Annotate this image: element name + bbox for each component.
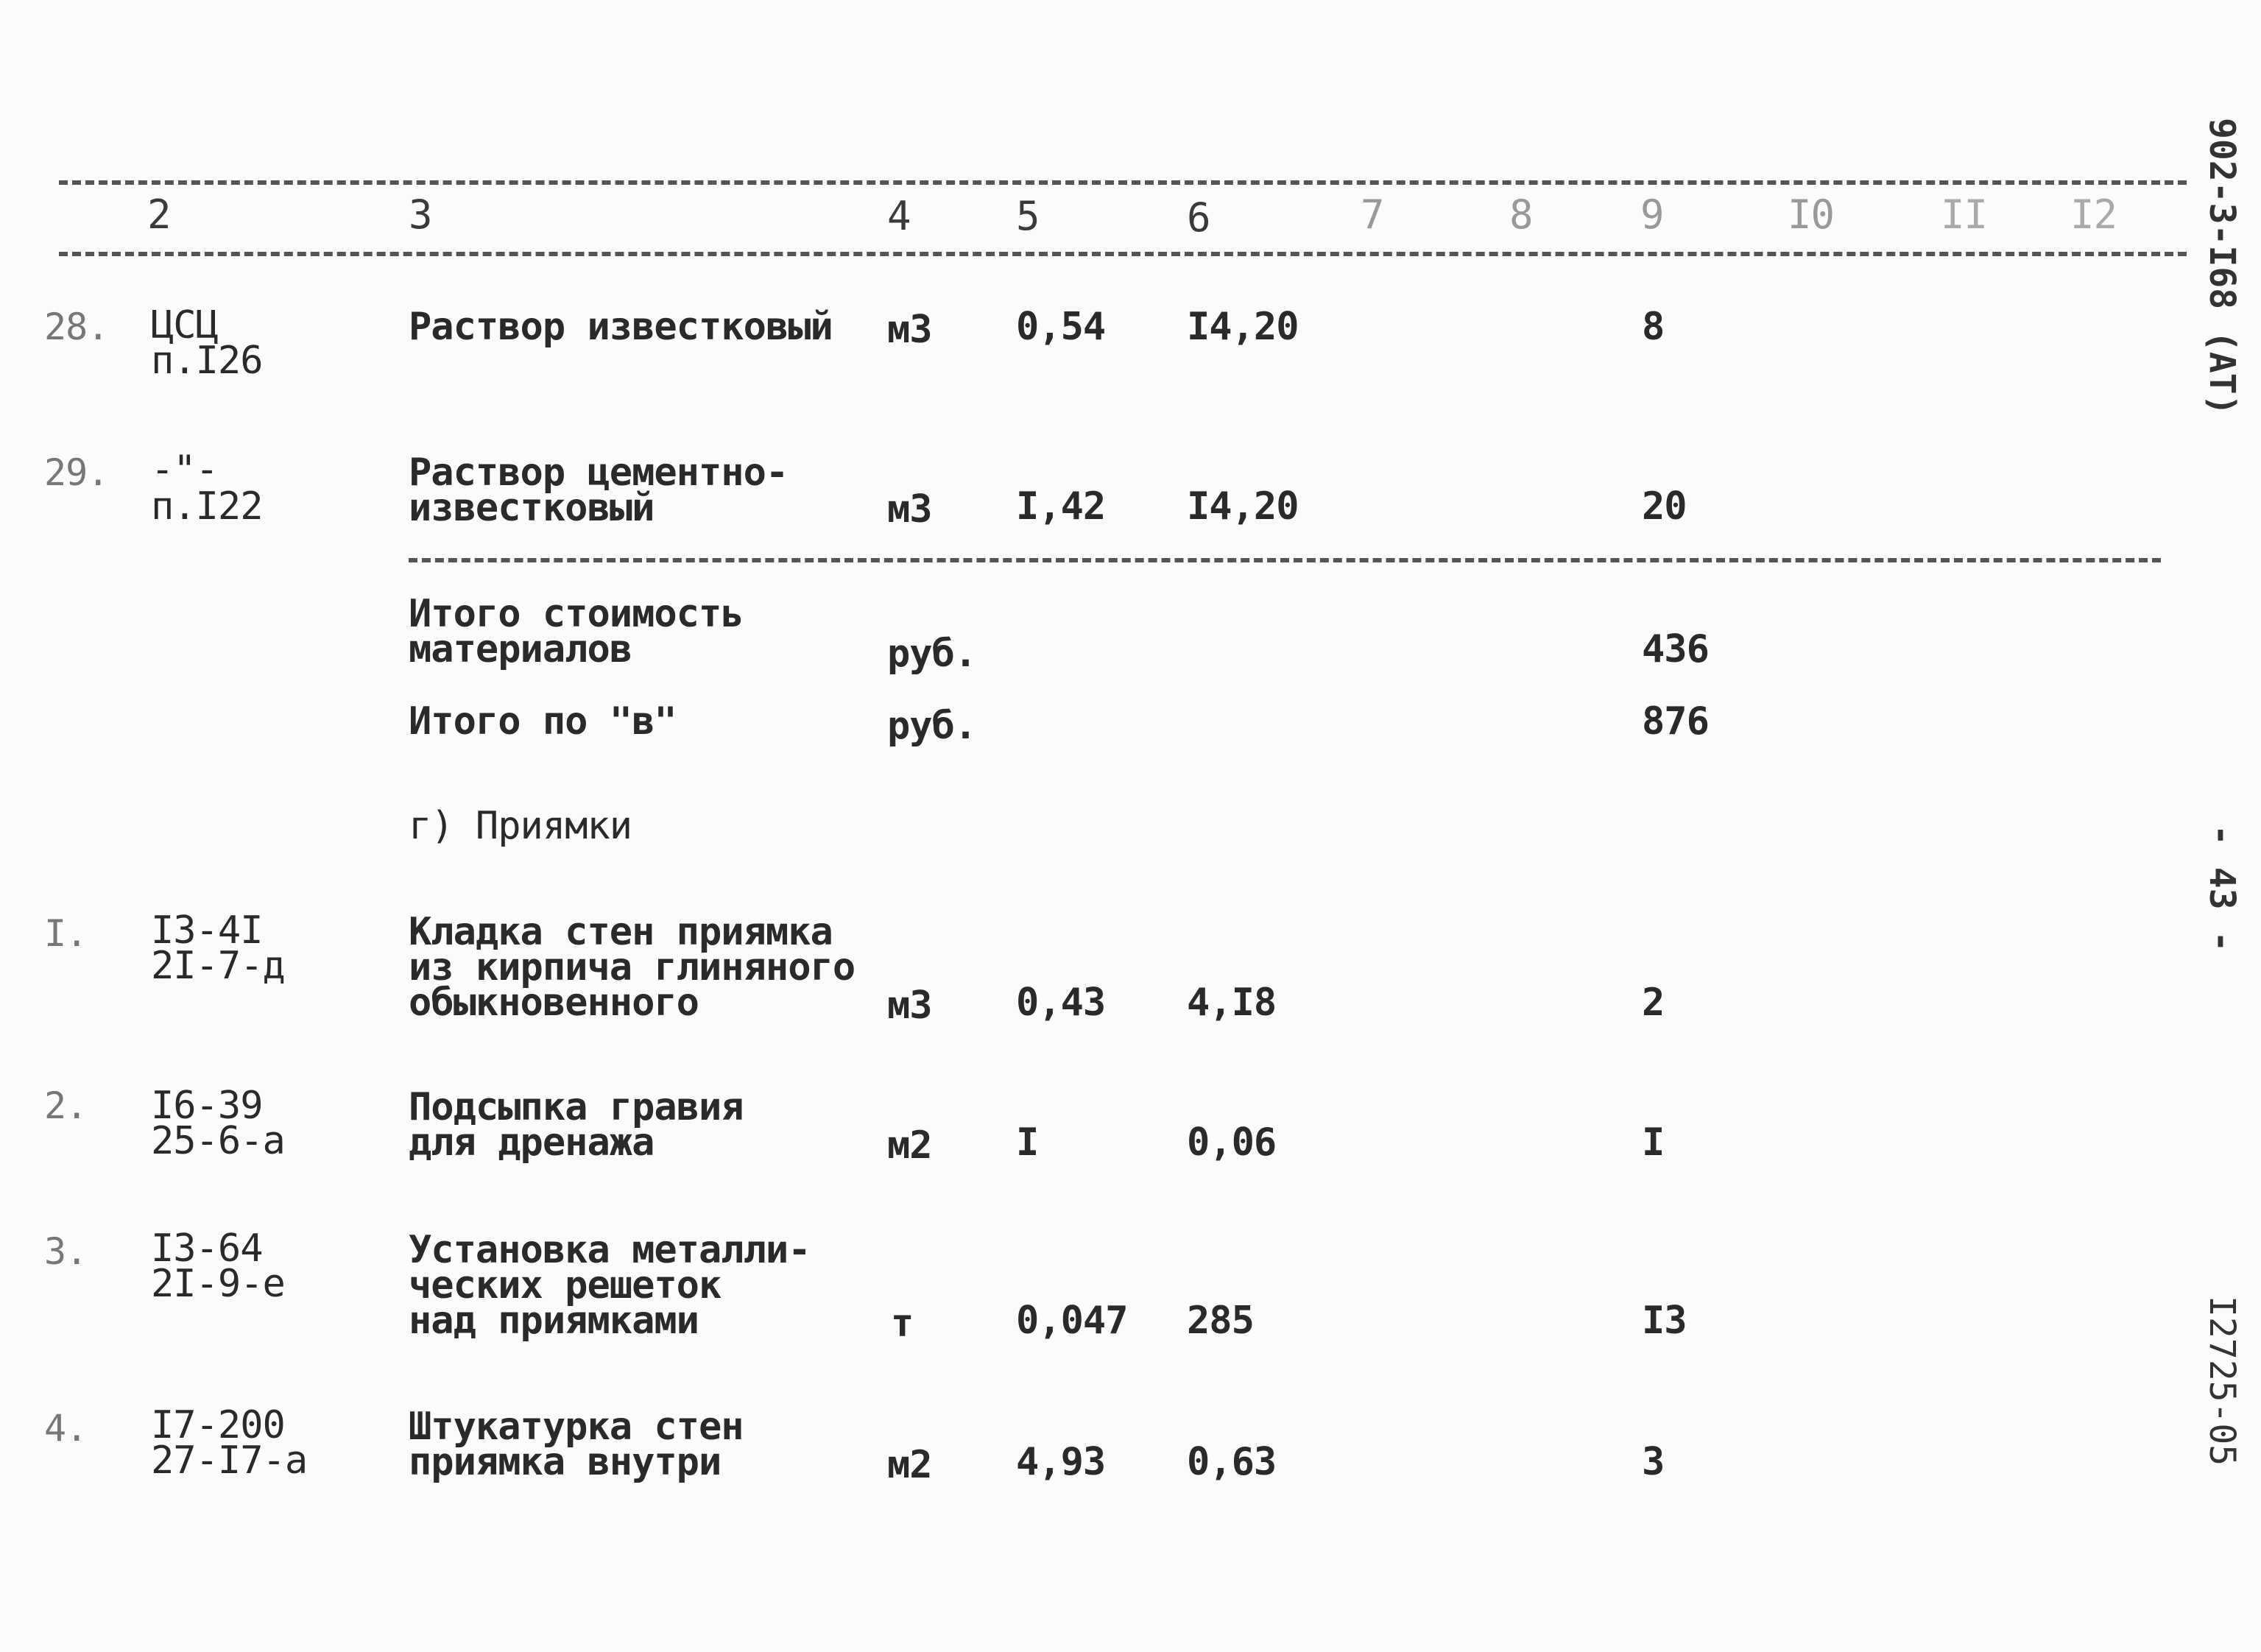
row-qty: I,42 [1016, 484, 1106, 529]
row-price: I4,20 [1187, 484, 1299, 529]
row-price: 0,63 [1187, 1440, 1277, 1484]
col-header-8: 8 [1509, 191, 1533, 238]
col-header-3: 3 [409, 191, 432, 238]
row-qty: 0,43 [1016, 981, 1106, 1025]
row-code: -"- [151, 448, 218, 492]
col-header-4: 4 [887, 193, 911, 239]
row-cost: 20 [1642, 484, 1687, 529]
row-code: 25-6-а [151, 1119, 285, 1163]
total-label: Итого стоимость [409, 592, 744, 636]
total-label: материалов [409, 627, 632, 671]
col-header-9: 9 [1640, 191, 1664, 238]
row-code: I3-64 [151, 1226, 263, 1271]
total-unit: руб. [887, 704, 977, 748]
row-name: для дренажа [409, 1120, 655, 1165]
col-header-6: 6 [1187, 194, 1210, 241]
totals-rule [409, 558, 2161, 562]
col-header-2: 2 [147, 191, 171, 238]
row-price: 0,06 [1187, 1120, 1277, 1165]
row-unit: м3 [887, 487, 932, 532]
margin-doc-code: 902-3-I68 (AT) [2201, 118, 2243, 416]
row-code: I7-200 [151, 1403, 285, 1447]
row-code: ЦСЦ [151, 303, 218, 347]
row-number: 4. [44, 1407, 88, 1450]
row-number: 29. [44, 451, 109, 494]
row-name: Раствор цементно- [409, 451, 789, 495]
row-name: над приямками [409, 1299, 699, 1343]
row-cost: I [1642, 1120, 1665, 1165]
section-title: г) Приямки [409, 804, 632, 848]
row-name: Штукатурка стен [409, 1405, 744, 1449]
row-cost: I3 [1642, 1299, 1687, 1343]
row-qty: I [1016, 1120, 1039, 1165]
row-price: 285 [1187, 1299, 1254, 1343]
row-unit: м2 [887, 1123, 932, 1168]
row-code: 2I-7-д [151, 944, 285, 988]
row-unit: м3 [887, 984, 932, 1028]
row-name: из кирпича глиняного [409, 945, 856, 989]
row-code: 27-I7-а [151, 1439, 308, 1483]
row-number: 3. [44, 1230, 88, 1273]
col-header-7: 7 [1361, 191, 1384, 238]
row-name: приямка внутри [409, 1440, 722, 1484]
col-header-5: 5 [1016, 193, 1040, 239]
row-price: I4,20 [1187, 305, 1299, 349]
row-name: Раствор известковый [409, 305, 833, 349]
row-code: 2I-9-е [151, 1262, 285, 1306]
row-cost: 3 [1642, 1440, 1665, 1484]
row-qty: 0,047 [1016, 1299, 1128, 1343]
row-qty: 4,93 [1016, 1440, 1106, 1484]
row-code: п.I26 [151, 339, 263, 383]
row-code: I6-39 [151, 1084, 263, 1128]
header-top-rule [59, 180, 2187, 185]
total-label: Итого по "в" [409, 699, 677, 744]
row-name: Подсыпка гравия [409, 1085, 744, 1129]
margin-page-number: - 43 - [2201, 825, 2243, 953]
row-price: 4,I8 [1187, 981, 1277, 1025]
row-number: I. [44, 912, 88, 955]
row-name: известковый [409, 486, 655, 530]
col-header-10: I0 [1788, 191, 1835, 238]
row-qty: 0,54 [1016, 305, 1106, 349]
row-cost: 8 [1642, 305, 1665, 349]
margin-inventory-number: I2725-05 [2201, 1296, 2243, 1466]
row-unit: м2 [887, 1443, 932, 1487]
row-number: 28. [44, 306, 109, 348]
row-name: ческих решеток [409, 1263, 722, 1307]
row-name: обыкновенного [409, 981, 699, 1025]
col-header-12: I2 [2070, 191, 2117, 238]
total-cost: 876 [1642, 699, 1709, 744]
row-name: Кладка стен приямка [409, 910, 833, 954]
row-unit: т [891, 1302, 914, 1346]
col-header-11: II [1941, 191, 1988, 238]
total-cost: 436 [1642, 627, 1709, 671]
row-name: Установка металли- [409, 1228, 811, 1272]
total-unit: руб. [887, 632, 977, 676]
row-code: I3-4I [151, 908, 263, 953]
row-code: п.I22 [151, 484, 263, 529]
row-unit: м3 [887, 308, 932, 352]
row-cost: 2 [1642, 981, 1665, 1025]
header-bottom-rule [59, 252, 2187, 256]
row-number: 2. [44, 1084, 88, 1127]
